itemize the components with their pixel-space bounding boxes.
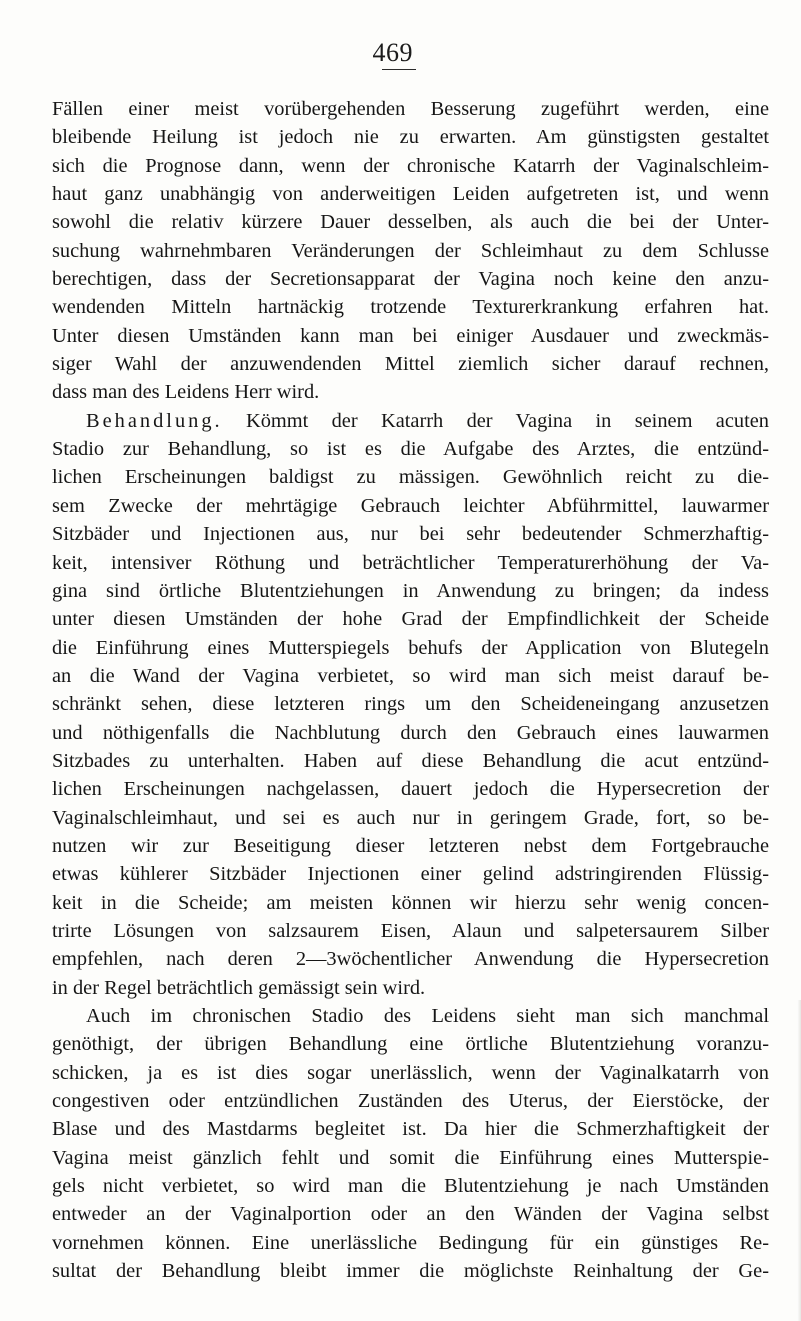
text-line: empfehlen, nach deren 2—3wöchentlicher Anwendung die Hypersecretion: [52, 948, 769, 971]
text-line: sem Zwecke der mehrtägige Gebrauch leichter Abführmittel, lauwarmer: [52, 494, 769, 517]
text-line: genöthigt, der übrigen Behandlung eine örtliche Blutentziehung voranzu-: [52, 1033, 769, 1056]
text-line: Kömmt der Katarrh der Vagina in seinem acuten: [222, 409, 769, 432]
text-line: vornehmen können. Eine unerlässliche Bedingung für ein günstiges Re-: [52, 1231, 769, 1254]
text-line: suchung wahrnehmbaren Veränderungen der Schleimhaut zu dem Schlusse: [52, 239, 769, 262]
text-line: keit in die Scheide; am meisten können wir hierzu sehr wenig concen-: [52, 891, 769, 914]
text-line: entweder an der Vaginalportion oder an den Wänden der Vagina selbst: [52, 1203, 769, 1226]
text-line: lichen Erscheinungen nachgelassen, dauert jedoch die Hypersecretion der: [52, 778, 769, 801]
text-line: Vaginalschleimhaut, und sei es auch nur in geringem Grade, fort, so be-: [52, 806, 769, 829]
text-line: unter diesen Umständen der hohe Grad der Empfindlichkeit der Scheide: [52, 608, 769, 631]
text-line: sich die Prognose dann, wenn der chronische Katarrh der Vaginalschleim-: [52, 154, 769, 177]
text-line: Fällen einer meist vorübergehenden Besserung zugeführt werden, eine: [52, 98, 769, 120]
text-line: etwas kühlerer Sitzbäder Injectionen einer gelind adstringirenden Flüssig-: [52, 863, 769, 886]
text-line: haut ganz unabhängig von anderweitigen Leiden aufgetreten ist, und wenn: [52, 183, 769, 206]
text-line: Sitzbäder und Injectionen aus, nur bei sehr bedeutender Schmerzhaftig-: [52, 523, 769, 546]
section-heading: Behandlung.: [86, 409, 223, 432]
text-line: berechtigen, dass der Secretionsapparat der Vagina noch keine den anzu-: [52, 268, 769, 291]
text-line: gina sind örtliche Blutentziehungen in Anwendung zu bringen; da indess: [52, 579, 769, 602]
text-line: an die Wand der Vagina verbietet, so wird man sich meist darauf be-: [52, 664, 769, 687]
text-line: Unter diesen Umständen kann man bei einiger Ausdauer und zweckmäs-: [52, 324, 769, 347]
text-line: Auch im chronischen Stadio des Leidens sieht man sich manchmal: [86, 1005, 769, 1027]
text-line: bleibende Heilung ist jedoch nie zu erwarten. Am günstigsten gestaltet: [52, 126, 769, 149]
text-line: Vagina meist gänzlich fehlt und somit die Einführung eines Mutterspie-: [52, 1146, 769, 1169]
text-line: lichen Erscheinungen baldigst zu mässigen. Gewöhnlich reicht zu die-: [52, 466, 769, 489]
text-line: congestiven oder entzündlichen Zuständen des Uterus, der Eierstöcke, der: [52, 1090, 769, 1113]
text-line: Stadio zur Behandlung, so ist es die Aufgabe des Arztes, die entzünd-: [52, 438, 769, 461]
text-line: siger Wahl der anzuwendenden Mittel ziemlich sicher darauf rechnen,: [52, 353, 769, 376]
text-line: wendenden Mitteln hartnäckig trotzende Texturerkrankung erfahren hat.: [52, 296, 769, 319]
text-line: schränkt sehen, diese letzteren rings um den Scheideneingang anzusetzen: [52, 693, 769, 716]
text-line: keit, intensiver Röthung und beträchtlicher Temperaturerhöhung der Va-: [52, 551, 769, 574]
text-line: nutzen wir zur Beseitigung dieser letzteren nebst dem Fortgebrauche: [52, 834, 769, 857]
text-line: und nöthigenfalls die Nachblutung durch den Gebrauch eines lauwarmen: [52, 721, 769, 744]
text-line: sowohl die relativ kürzere Dauer desselben, als auch die bei der Unter-: [52, 211, 769, 234]
body-text: [52, 95, 769, 1285]
text-line: gels nicht verbietet, so wird man die Blutentziehung je nach Umständen: [52, 1175, 769, 1198]
text-line: dass man des Leidens Herr wird.: [52, 381, 320, 404]
text-line: schicken, ja es ist dies sogar unerlässlich, wenn der Vaginalkatarrh von: [52, 1061, 769, 1084]
text-line: in der Regel beträchtlich gemässigt sein wird.: [52, 976, 426, 999]
page-number-underline: [382, 69, 416, 70]
text-line: sultat der Behandlung bleibt immer die möglichste Reinhaltung der Ge-: [52, 1260, 769, 1283]
text-line: Sitzbades zu unterhalten. Haben auf diese Behandlung die acut entzünd-: [52, 749, 769, 772]
section-heading-line: [52, 407, 769, 435]
text-line: Blase und des Mastdarms begleitet ist. Da hier die Schmerzhaftigkeit der: [52, 1118, 769, 1141]
text-line: die Einführung eines Mutterspiegels behufs der Application von Blutegeln: [52, 636, 769, 659]
page-number: 469: [372, 38, 413, 67]
text-line: trirte Lösungen von salzsaurem Eisen, Alaun und salpetersaurem Silber: [52, 919, 769, 942]
page-edge-shadow: [797, 1000, 801, 1321]
